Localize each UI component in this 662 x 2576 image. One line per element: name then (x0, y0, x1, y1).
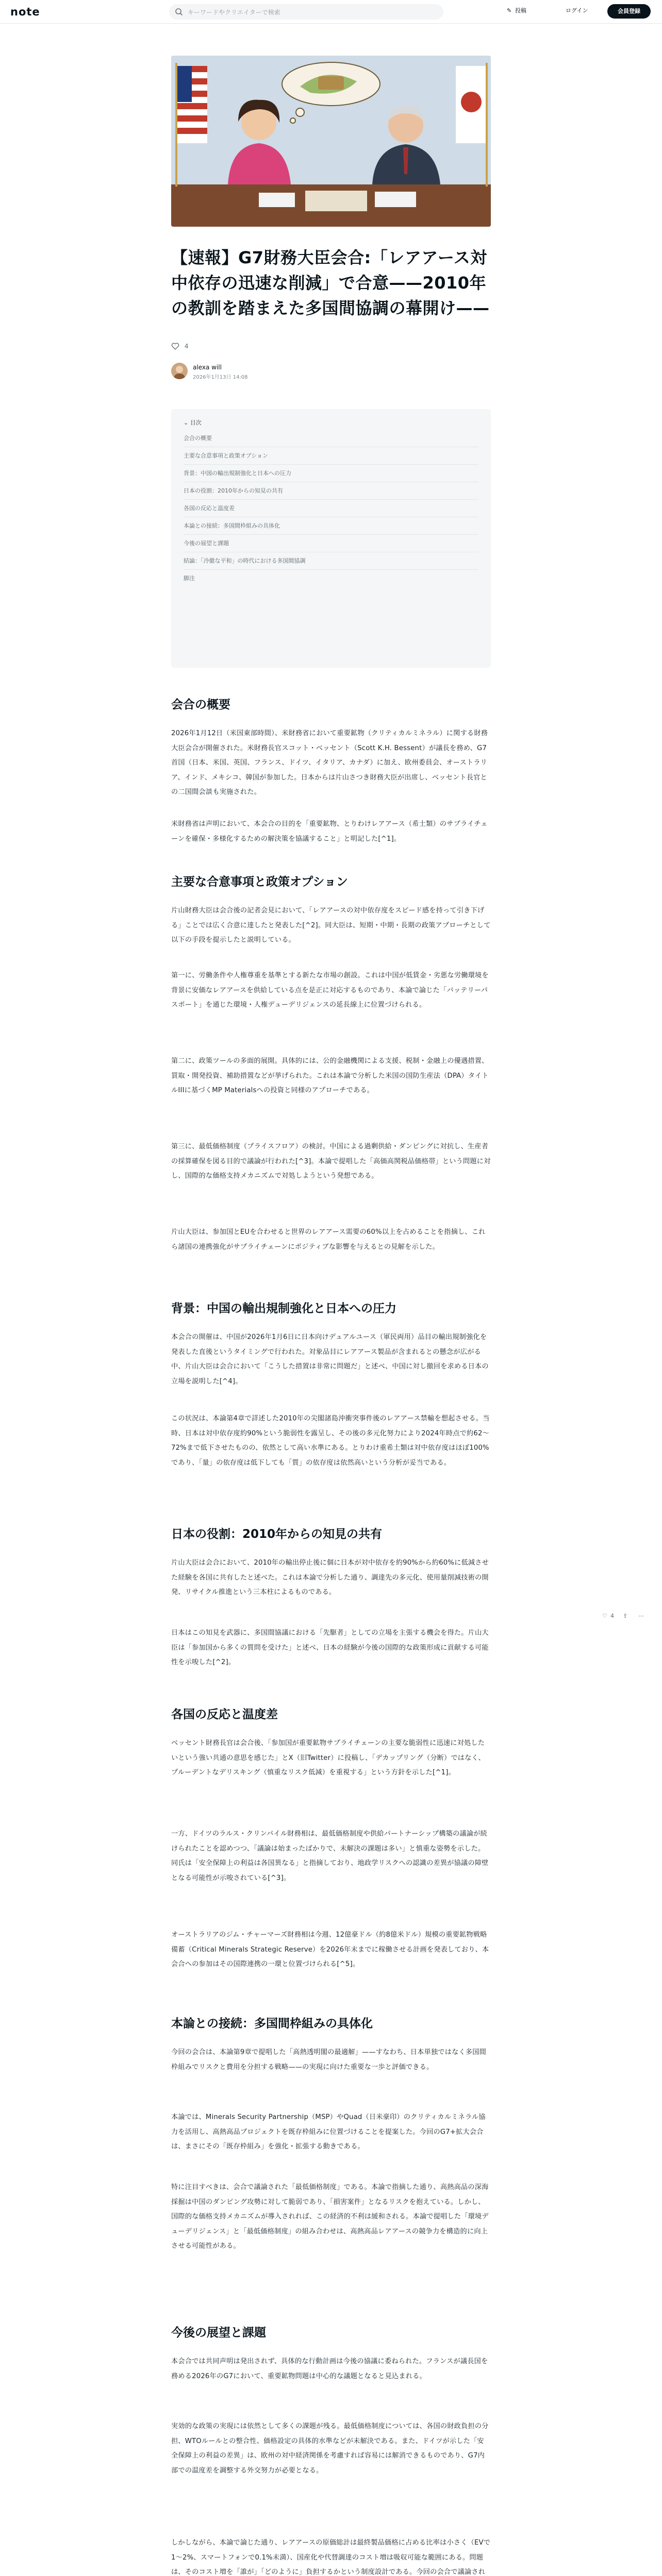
section-heading: 主要な合意事項と政策オプション (171, 875, 348, 889)
post-label: 投稿 (515, 7, 526, 14)
body-paragraph: 本会合では共同声明は発出されず、具体的な行動計画は今後の協議に委ねられた。フランスが議長国を務める2026年のG7において、重要鉱物問題は中心的な議題となると見込まれる。 (171, 2358, 488, 2380)
toc-item[interactable]: 脚注 (184, 575, 195, 582)
toc-item[interactable]: 各国の反応と温度差 (184, 500, 478, 517)
body-paragraph: 米財務省は声明において、本会合の目的を「重要鉱物、とりわけレアアース（希土類）のサプライチェーンを確保・多様化するための解決策を協議すること」と明記した[^1]。 (171, 820, 488, 843)
like-row (171, 342, 491, 351)
post-button[interactable] (507, 6, 526, 14)
toc-item[interactable]: 日本の役割：2010年からの知見の共有 (184, 482, 478, 500)
body-paragraph: 日本はこの知見を武器に、多国間協議における「先駆者」としての立場を主張する機会を得た。片山大臣は「参加国から多くの質問を受けた」と述べ、日本の経験が今後の国際的な政策形成に貢献する可能性を示唆した[^2]。 (171, 1629, 489, 1666)
body-paragraph: ベッセント財務長官は会合後、「参加国が重要鉱物サプライチェーンの主要な脆弱性に迅速に対処したいという強い共通の意思を感じた」とX（旧Twitter）に投稿し、「デカップリング（分断）ではなく、プルーデントなデリスキング（慎重なリスク低減）を重視する」という方針を示した[^1]。 (171, 1739, 486, 1776)
author-name[interactable]: alexa will (193, 364, 222, 371)
body-paragraph: 本会合の開催は、中国が2026年1月6日に日本向けデュアルユース（軍民両用）品目の輸出規制強化を発表した直後というタイミングで行われた。対象品目にレアアース製品が含まれるとの懸念が広がる中、片山大臣は会合において「こうした措置は非常に問題だ」と述べ、中国に対し撤回を求める日本の立場を説明した[^4]。 (171, 1333, 489, 1385)
note-logo[interactable]: note (10, 6, 40, 18)
side-action-bar (602, 1613, 659, 1625)
heart-icon[interactable]: ♡ (602, 1613, 607, 1619)
toc-heading[interactable] (184, 416, 478, 430)
toc-item[interactable]: 主要な合意事項と政策オプション (184, 447, 478, 465)
body-paragraph: オーストラリアのジム・チャーマーズ財務相は今週、12億豪ドル（約8億米ドル）規模の重要鉱物戦略備蓄（Critical Minerals Strategic Reserve）を2026年末までに稼働させる計画を発表しており、本会合への参加はその国際連携の一環と位置づけられる[^5]。 (171, 1931, 489, 1968)
section-heading: 今後の展望と課題 (171, 2326, 266, 2340)
site-header (0, 0, 662, 24)
table-of-contents (171, 409, 491, 668)
toc-item[interactable]: 会合の概要 (184, 430, 478, 447)
author-block[interactable] (171, 363, 491, 381)
like-count: 4 (184, 342, 189, 350)
section-heading: 背景：中国の輸出規制強化と日本への圧力 (171, 1302, 396, 1315)
body-paragraph: 本論では、Minerals Security Partnership（MSP）やQuad（日米豪印）のクリティカルミネラル協力を活用し、高熱高品プロジェクトを既存枠組みに位置づけることを提案した。今回のG7+拡大会合は、まさにその「既存枠組み」を強化・拡張する動きである。 (171, 2113, 486, 2150)
body-paragraph: 片山大臣は会合において、2010年の輸出停止後に個に日本が対中依存を約90%から約60%に低減させた経験を各国に共有したと述べた。これは本論で分析した通り、調達先の多元化、使用量削減技術の開発、リサイクル推進という三本柱によるものである。 (171, 1559, 489, 1596)
more-icon[interactable]: ⋯ (638, 1613, 644, 1619)
toc-item[interactable]: 本論との接続：多国間枠組みの具体化 (184, 517, 478, 535)
heart-icon[interactable] (171, 342, 179, 350)
body-paragraph: 2026年1月12日（米国東部時間）、米財務省において重要鉱物（クリティカルミネラル）に関する財務大臣会合が開催された。米財務長官スコット・ベッセント（Scott K.H. Bessent）が議長を務め、G7首国（日本、米国、英国、フランス、ドイツ、イタリア、カナダ）に加え、欧州委員会、オーストラリア、インド、メキシコ、韓国が参加した。日本からは片山さつき財務大臣が出席し、ベッセント長官との二国間会談も実施された。 (171, 730, 488, 796)
body-paragraph: 片山財務大臣は会合後の記者会見において、「レアアースの対中依存度をスピード感を持って引き下げる」ことでは広く合意に達したと発表した[^2]。同大臣は、短期・中期・長期の政策アプローチとして以下の手段を提示したと説明している。 (171, 907, 491, 944)
login-link[interactable]: ログイン (566, 7, 588, 14)
body-paragraph: しかしながら、本論で論じた通り、レアアースの原価総計は最終製品価格に占める比率は小さく（EVで1〜2%、スマートフォンで0.1%未満）、国産化や代替調達のコスト増は吸収可能な範囲にある。問題は、そのコスト増を「誰が」「どのように」負担するかという制度設計である。今回の会合で議論され (171, 2539, 491, 2576)
body-paragraph: 特に注目すべきは、会合で議論された「最低価格制度」である。本論で指摘した通り、高熱高品の深海採掘は中国のダンピング攻勢に対して脆弱であり、「損害案件」となるリスクを抱えている。しかし、国際的な価格支持メカニズムが導入されれば、この経済的不利は緩和される。本論で提唱した「環境デューデリジェンス」と「最低価格制度」の組み合わせは、高熱高品レアアースの競争力を構造的に向上させる可能性がある。 (171, 2183, 489, 2250)
avatar[interactable] (171, 363, 188, 379)
share-icon[interactable]: ⇪ (623, 1613, 628, 1619)
toc-heading-label: 目次 (190, 419, 202, 426)
publish-date: 2026年1月13日 14:08 (193, 375, 248, 380)
section-heading: 会合の概要 (171, 698, 230, 711)
section-heading: 日本の役割：2010年からの知見の共有 (171, 1528, 383, 1541)
signup-button[interactable]: 会員登録 (607, 4, 651, 19)
toc-item[interactable]: 今後の展望と課題 (184, 535, 478, 552)
article-title: 【速報】G7財務大臣会合:「レアアース対中依存の迅速な削減」で合意——2010年の教訓を踏まえた多国間協調の幕開け—— (171, 248, 490, 318)
body-paragraph: 第三に、最低価格制度（プライスフロア）の検討。中国による過剰供給・ダンピングに対抗し、生産者の採算確保を図る目的で議論が行われた[^3]。本論で提唱した「高価高関税品価格帯」という問題に対し、国際的な価格支持メカニズムで対処しようという発想である。 (171, 1143, 491, 1180)
hero-illustration (171, 56, 491, 227)
body-paragraph: 一方、ドイツのラルス・クリンバイル財務相は、最低価格制度や供給パートナーシップ構築の議論が続けられたことを認めつつ、「議論は始まったばかりで、未解決の課題は多い」と慎重な姿勢を示した。同氏は「安全保障上の利益は各国異なる」と指摘しており、地政学リスクへの認識の差異が協議の障壁となる可能性が示唆されている[^3]。 (171, 1830, 489, 1882)
section-heading: 本論との接続：多国間枠組みの具体化 (171, 2017, 373, 2030)
body-paragraph: 第二に、政策ツールの多面的展開。具体的には、公的金融機関による支援、税制・金融上の優遇措置、買取・開発投資、補助措置などが挙げられた。これは本論で分析した米国の国防生産法（DPA）タイトルIIIに基づくMP Materialsへの投資と同様のアプローチである。 (171, 1057, 489, 1094)
search-placeholder: キーワードやクリエイターで検索 (188, 9, 280, 16)
search-bar[interactable] (169, 4, 443, 20)
search-icon (175, 8, 183, 16)
body-paragraph: この状況は、本論第4章で詳述した2010年の尖閣諸島沖衝突事件後のレアアース禁輸を想起させる。当時、日本は対中依存度約90%という脆弱性を露呈し、その後の多元化努力により2024年時点で約62〜72%まで低下させたものの、依然として高い水準にある。とりわけ重希土類は対中依存度はほぼ100%であり、「量」の依存度は低下しても「質」の依存度は依然高いという分析が妥当である。 (171, 1415, 490, 1467)
body-paragraph: 片山大臣は、参加国とEUを合わせると世界のレアアース需要の60%以上を占めることを指摘し、これら諸国の連携強化がサプライチェーンにポジティブな影響を与えるとの見解を示した。 (171, 1228, 486, 1251)
toc-item[interactable]: 結論：「冷徹な平和」の時代における多国間協調 (184, 552, 478, 570)
hero-image (171, 56, 491, 227)
body-paragraph: 第一に、労働条件や人権尊重を基準とする新たな市場の創設。これは中国が低賃金・劣悪な労働環境を背景に安価なレアアースを供給している点を是正に対応するものであり、本論で論じた「バッテリーパスポート」を通じた環境・人権デューデリジェンスの延長線上に位置づけられる。 (171, 972, 489, 1009)
pen-icon: ✎ (507, 7, 512, 14)
chevron-down-icon: ⌄ (184, 419, 189, 426)
section-heading: 各国の反応と温度差 (171, 1708, 278, 1721)
body-paragraph: 実効的な政策の実現には依然として多くの課題が残る。最低価格制度については、各国の財政負担の分担、WTOルールとの整合性、価格設定の具体的水準などが未解決である。また、ドイツが示した「安全保障上の利益の差異」は、欧州の対中経済関係を考慮すれば容易には解消できるものであり、G7内部での温度差を調整する外交努力が必要となる。 (171, 2422, 489, 2475)
toc-item[interactable]: 背景：中国の輸出規制強化と日本への圧力 (184, 465, 478, 482)
side-like-count: 4 (610, 1613, 614, 1619)
body-paragraph: 今回の会合は、本論第9章で提唱した「高熱透明閣の最適解」——すなわち、日本単独ではなく多国間枠組みでリスクと費用を分担する戦略——の実現に向けた重要な一歩と評価できる。 (171, 2048, 487, 2071)
